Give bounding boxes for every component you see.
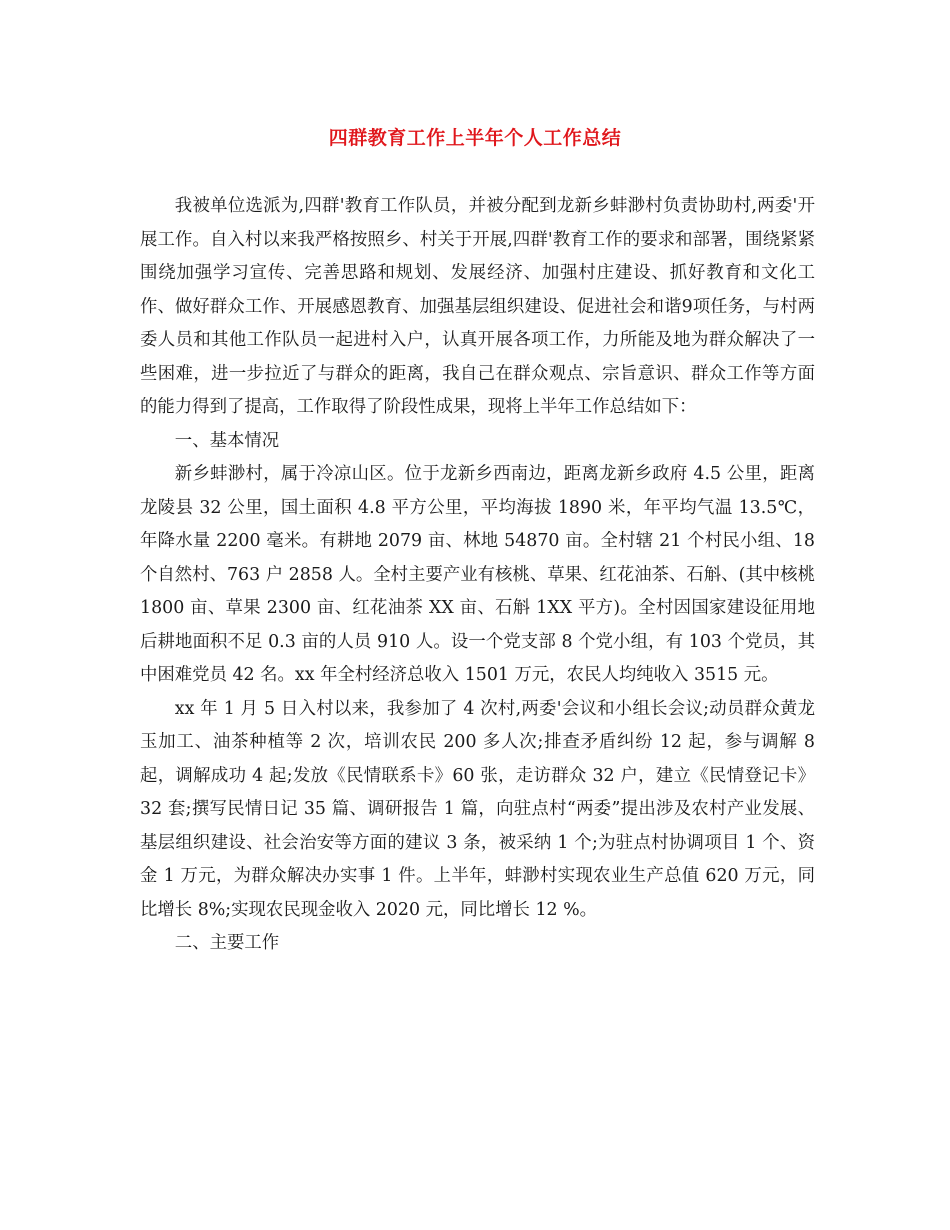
section-heading-basic-situation: 一、基本情况	[174, 430, 280, 451]
work-summary-paragraph: xx 年 1 月 5 日入村以来，我参加了 4 次村,两委'会议和小组长会议;动员群众黄龙玉加工、油茶种植等 2 次，培训农民 200 多人次;排查矛盾纠纷 12 起，参与调解 8 起，调解成功 4 起;发放《民情联系卡》60 张，走访群众 32 户，建立《民情登记卡》32 套;撰写民情日记 35 篇、调研报告 1 篇，向驻点村“两委”提出涉及农村产业发展、基层组织建设、社会治安等方面的建议 3 条，被采纳 1 个;为驻点村协调项目 1 个、资金 1 万元，为群众解决办实事 1 件。上半年，蚌渺村实现农业生产总值 620 万元，同比增长 8%;实现农民现金收入 2020 元，同比增长 12 %。	[140, 698, 815, 920]
intro-paragraph: 我被单位选派为,四群'教育工作队员，并被分配到龙新乡蚌渺村负责协助村,两委'开展工作。自入村以来我严格按照乡、村关于开展,四群'教育工作的要求和部署，围绕紧紧围绕加强学习宣传、完善思路和规划、发展经济、加强村庄建设、抓好教育和文化工作、做好群众工作、开展感恩教育、加强基层组织建设、促进社会和谐9项任务，与村两委人员和其他工作队员一起进村入户，认真开展各项工作，力所能及地为群众解决了一些困难，进一步拉近了与群众的距离，我自己在群众观点、宗旨意识、群众工作等方面的能力得到了提高，工作取得了阶段性成果，现将上半年工作总结如下：	[140, 196, 815, 417]
document-title: 四群教育工作上半年个人工作总结	[328, 127, 622, 149]
section-heading-main-work: 二、主要工作	[174, 933, 280, 953]
basic-situation-paragraph: 新乡蚌渺村，属于冷凉山区。位于龙新乡西南边，距离龙新乡政府 4.5 公里，距离龙陵县 32 公里，国土面积 4.8 平方公里，平均海拔 1890 米，年平均气温 13.5℃，年降水量 2200 毫米。有耕地 2079 亩、林地 54870 亩。全村辖 21 个村民小组、18 个自然村、763 户 2858 人。全村主要产业有核桃、草果、红花油茶、石斛、(其中核桃 1800 亩、草果 2300 亩、红花油茶 XX 亩、石斛 1XX 平方)。全村因国家建设征用地后耕地面积不足 0.3 亩的人员 910 人。设一个党支部 8 个党小组，有 103 个党员，其中困难党员 42 名。xx 年全村经济总收入 1501 万元，农民人均纯收入 3515 元。	[140, 464, 815, 685]
document-body	[140, 190, 815, 961]
